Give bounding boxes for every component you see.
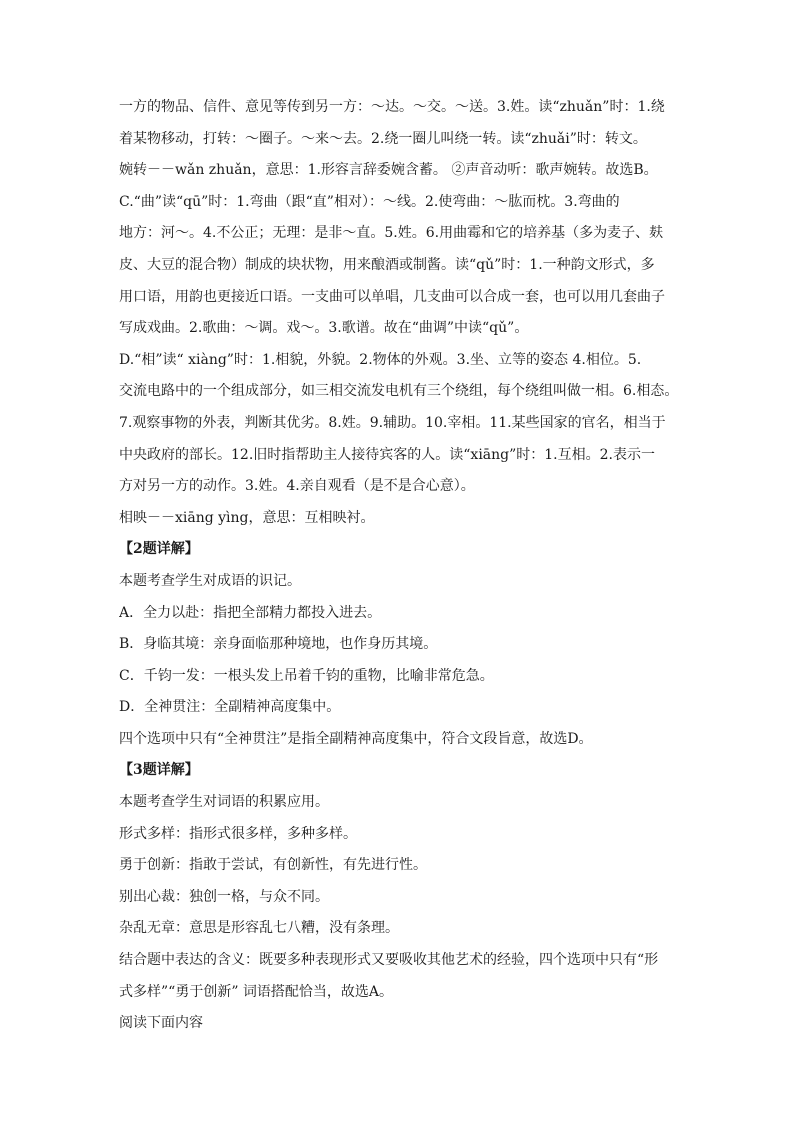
text-line: 用口语，用韵也更接近口语。一支曲可以单唱，几支曲可以合成一套，也可以用几套曲子 <box>119 288 665 305</box>
text-line: 写成戏曲。2.歌曲：～调。戏～。3.歌谱。故在“曲调”中读“qǔ”。 <box>119 320 529 337</box>
section-heading: 【3题详解】 <box>119 762 199 779</box>
text-line: 中央政府的部长。12.旧时指帮助主人接待宾客的人。读“xiāng”时：1.互相。2.表示一 <box>119 446 655 463</box>
text-line: C.“曲”读“qū”时：1.弯曲（跟“直”相对）：～线。2.使弯曲：～肱而枕。3.弯曲的 <box>119 193 620 210</box>
text-line: 本题考查学生对成语的识记。 <box>119 572 301 589</box>
text-line: C．千钧一发：一根头发上吊着千钧的重物，比喻非常危急。 <box>119 667 494 684</box>
text-line: 本题考查学生对词语的积累应用。 <box>119 794 329 811</box>
text-line: D．全神贯注：全副精神高度集中。 <box>119 699 341 716</box>
text-line: 皮、大豆的混合物）制成的块状物，用来酿酒或制酱。读“qǔ”时：1.一种韵文形式，多 <box>119 256 655 273</box>
document-page <box>119 92 679 1040</box>
text-line: 别出心裁：独创一格，与众不同。 <box>119 888 329 905</box>
text-line: 式多样”“勇于创新” 词语搭配恰当，故选A。 <box>119 983 394 1000</box>
text-line: D.“相”读“ xiàng”时：1.相貌，外貌。2.物体的外观。3.坐、立等的姿态 4.相位。5. <box>119 351 642 368</box>
text-line: 一方的物品、信件、意见等传到另一方：～达。～交。～送。3.姓。读“zhuǎn”时：1.绕 <box>119 99 665 115</box>
text-line: 地方：河～。4.不公正；无理：是非～直。5.姓。6.用曲霉和它的培养基（多为麦子、麸 <box>119 225 664 242</box>
text-line: 结合题中表达的含义：既要多种表现形式又要吸收其他艺术的经验，四个选项中只有“形 <box>119 952 659 969</box>
text-line: 四个选项中只有“全神贯注”是指全副精神高度集中，符合文段旨意，故选D。 <box>119 730 593 747</box>
text-line: 着某物移动，打转：～圈子。～来～去。2.绕一圈儿叫绕一转。读“zhuǎi”时：转文。 <box>119 130 647 147</box>
text-line: A．全力以赴：指把全部精力都投入进去。 <box>119 604 382 621</box>
text-line: 7.观察事物的外表，判断其优劣。8.姓。9.辅助。10.宰相。11.某些国家的官名，相当于 <box>119 414 666 431</box>
text-line: 勇于创新：指敢于尝试，有创新性，有先进行性。 <box>119 857 427 874</box>
text-line: 杂乱无章：意思是形容乱七八糟，没有条理。 <box>119 920 399 937</box>
section-heading: 【2题详解】 <box>119 541 199 558</box>
text-line: 形式多样：指形式很多样，多种多样。 <box>119 825 357 842</box>
text-line: 阅读下面内容 <box>119 1015 203 1032</box>
text-line: B．身临其境：亲身面临那种境地，也作身历其境。 <box>119 636 438 653</box>
text-line: 相映－－xiāng yìng，意思：互相映衬。 <box>119 509 375 526</box>
text-line: 交流电路中的一个组成部分，如三相交流发电机有三个绕组，每个绕组叫做一相。6.相态。 <box>119 383 679 400</box>
text-line: 方对另一方的动作。3.姓。4.亲自观看（是不是合心意）。 <box>119 478 475 495</box>
text-line: 婉转－－wǎn zhuǎn，意思：1.形容言辞委婉含蓄。 ②声音动听：歌声婉转。故选B。 <box>119 162 658 179</box>
